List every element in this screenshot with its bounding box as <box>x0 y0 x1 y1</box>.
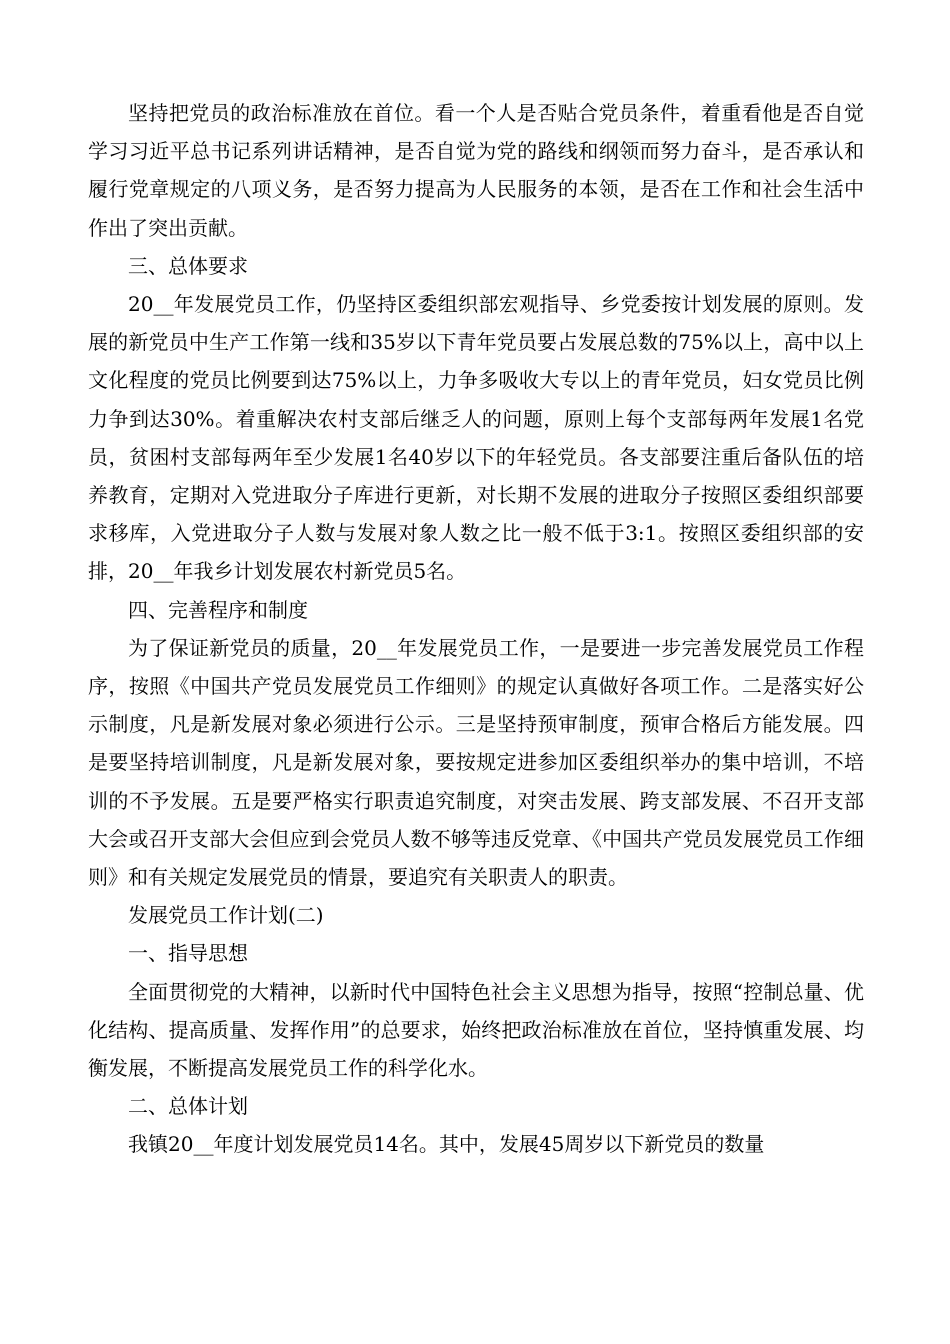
body-paragraph: 20__年发展党员工作，仍坚持区委组织部宏观指导、乡党委按计划发展的原则。发展的新党员中生产工作第一线和35岁以下青年党员要占发展总数的75%以上，高中以上文化程度的党员比例要到达75%以上，力争多吸收大专以上的青年党员，妇女党员比例力争到达30%。着重解决农村支部后继乏人的问题，原则上每个支部每两年发展1名党员，贫困村支部每两年至少发展1名40岁以下的年轻党员。各支部要注重后备队伍的培养教育，定期对入党进取分子库进行更新，对长期不发展的进取分子按照区委组织部要求移库，入党进取分子人数与发展对象人数之比一般不低于3:1。按照区委组织部的安排，20__年我乡计划发展农村新党员5名。 <box>88 292 864 584</box>
body-paragraph: 为了保证新党员的质量，20__年发展党员工作，一是要进一步完善发展党员工作程序，按照《中国共产党员发展党员工作细则》的规定认真做好各项工作。二是落实好公示制度，凡是新发展对象必须进行公示。三是坚持预审制度，预审合格后方能发展。四是要坚持培训制度，凡是新发展对象，要按规定进参加区委组织举办的集中培训，不培训的不予发展。五是要严格实行职责追究制度，对突击发展、跨支部发展、不召开支部大会或召开支部大会但应到会党员人数不够等违反党章、《中国共产党员发展党员工作细则》和有关规定发展党员的情景，要追究有关职责人的职责。 <box>88 635 864 890</box>
body-paragraph: 坚持把党员的政治标准放在首位。看一个人是否贴合党员条件，着重看他是否自觉学习习近平总书记系列讲话精神，是否自觉为党的路线和纲领而努力奋斗，是否承认和履行党章规定的八项义务，是否努力提高为人民服务的本领，是否在工作和社会生活中作出了突出贡献。 <box>88 101 864 240</box>
section-heading: 二、总体计划 <box>128 1094 248 1119</box>
body-paragraph: 我镇20__年度计划发展党员14名。其中，发展45周岁以下新党员的数量 <box>128 1132 765 1157</box>
document-title: 发展党员工作计划(二) <box>128 903 324 928</box>
document-page <box>88 94 864 1164</box>
section-heading: 四、完善程序和制度 <box>128 597 308 622</box>
section-heading: 一、指导思想 <box>128 941 248 966</box>
body-paragraph: 全面贯彻党的大精神，以新时代中国特色社会主义思想为指导，按照“控制总量、优化结构、提高质量、发挥作用”的总要求，始终把政治标准放在首位，坚持慎重发展、均衡发展，不断提高发展党员工作的科学化水。 <box>88 979 864 1081</box>
section-heading: 三、总体要求 <box>128 253 248 278</box>
